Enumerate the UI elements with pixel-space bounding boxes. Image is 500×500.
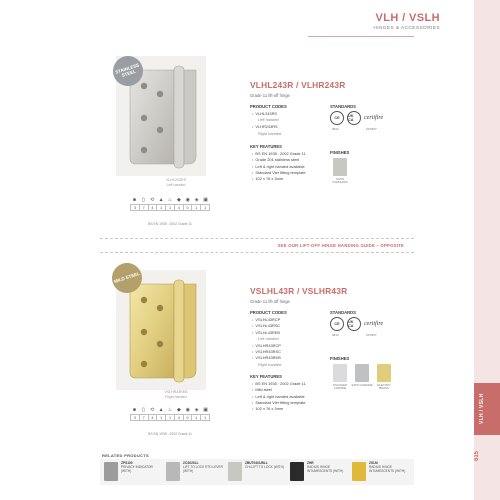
related-product[interactable] [104, 462, 161, 481]
image-caption-handing: Right handed [165, 395, 187, 400]
product-code: VSLHL43RSC [255, 323, 281, 329]
list-item-note: Right handed [258, 361, 282, 367]
page-subtitle: HINGES & ACCESSORIES [373, 26, 440, 31]
ce-mark-icon: CE [330, 111, 344, 125]
related-product[interactable] [228, 462, 285, 481]
product-code-list [252, 111, 281, 138]
list-item: • VSLHR43RCP [252, 342, 281, 348]
spec-value-row [130, 204, 210, 211]
related-product-text [369, 462, 409, 481]
list-item: • VSLHL43RSC [252, 323, 281, 329]
related-product-desc: LIFT TO LOCK RTD LEVER (WITH) [183, 464, 223, 473]
product-subtitle: Grade 11 lift-off hinge [250, 299, 290, 304]
spec-value: 0 [183, 415, 192, 420]
feature-list [252, 151, 306, 182]
spec-table [130, 406, 210, 421]
spec-value: 1 [191, 205, 200, 210]
handing-guide-link[interactable]: SEE OUR LIFT-OFF HINGE HANDING GUIDE – OPPOSITE [277, 243, 404, 248]
product-code: VSLHR43REB [255, 355, 281, 361]
list-item: • Left & right handed available [252, 163, 305, 169]
finish-label: SATIN CHROME [351, 383, 373, 387]
list-item-note: Left handed [258, 335, 279, 341]
ukca-mark-icon: UK CA [347, 111, 361, 125]
spec-value: 1 [200, 205, 209, 210]
codes-heading: PRODUCT CODES [250, 310, 287, 315]
related-product[interactable] [290, 462, 347, 481]
list-item: • 102 x 76 x 3mm [252, 406, 284, 411]
product-code: VLHR243RS [255, 124, 278, 130]
standards-caption: 3813 [332, 127, 339, 131]
lock-icon: ◆ [176, 197, 181, 203]
section-divider [100, 252, 414, 253]
fire-icon: ♨ [167, 407, 173, 413]
related-product[interactable] [352, 462, 409, 481]
finish-swatch [333, 158, 347, 176]
spec-value: 3 [133, 415, 136, 420]
product-code-list [252, 317, 281, 369]
spec-value: 1 [165, 205, 174, 210]
related-product[interactable] [166, 462, 223, 481]
spec-value: 1 [156, 415, 165, 420]
spec-value: 0 [183, 205, 192, 210]
material-badge: MILD STEEL [108, 259, 146, 297]
cycle-icon: ⟲ [150, 407, 155, 413]
spec-value: 1 [156, 205, 165, 210]
door-icon: ▯ [141, 407, 145, 413]
related-product-desc: RADIUS HINGE INTUMESCENTS (WITH) [369, 464, 406, 473]
spec-note: BS EN 1935 : 2002 Grade 11 [148, 222, 192, 226]
codes-heading: PRODUCT CODES [250, 104, 287, 109]
features-heading: KEY FEATURES [250, 144, 282, 149]
spec-value-row [130, 414, 210, 421]
finishes-heading: FINISHES [330, 150, 350, 155]
lock-icon: ◆ [176, 407, 181, 413]
related-product-text [307, 462, 347, 481]
finish-swatch [333, 364, 347, 382]
finish-label: POLISHED CHROME [332, 383, 348, 391]
section-divider [100, 238, 414, 239]
spec-value: 1 [191, 415, 200, 420]
spec-value: 3 [133, 205, 136, 210]
related-product-code: ZPS100 [121, 461, 133, 465]
product-code: VLHL243RS [255, 111, 278, 116]
feature-text: Standard Vier fitting template [255, 169, 306, 175]
standards-marks [330, 111, 383, 125]
product-subtitle: Grade 11 lift-off hinge [250, 93, 290, 98]
corrosion-icon: ◈ [194, 197, 199, 203]
feature-text: Grade 201 stainless steel [255, 157, 300, 163]
list-item: • Left & right handed available [252, 393, 305, 399]
standards-heading: STANDARDS [330, 310, 356, 315]
related-product-code: ZIS-M [369, 461, 378, 465]
feature-text: BS EN 1935 : 2002 Grade 11 [255, 151, 306, 156]
spec-value: 7 [139, 415, 148, 420]
safety-icon: ◉ [185, 197, 190, 203]
weight-icon: ▲ [158, 407, 164, 413]
list-item: • Standard Vier fitting template [252, 169, 306, 175]
security-icon: ▣ [203, 407, 208, 413]
lever-thumbnail [166, 462, 180, 481]
page-number: 615 [474, 451, 480, 462]
related-product-code: ZHR [307, 461, 314, 465]
spec-value: 4 [148, 205, 157, 210]
list-item: • VLHR243RS [252, 124, 278, 130]
list-item-note: Left handed [258, 117, 279, 123]
certifire-logo: certifire [364, 115, 384, 121]
finishes-heading: FINISHES [330, 356, 350, 361]
image-caption [146, 390, 206, 400]
image-caption-code: VLHL243RS [166, 178, 186, 182]
finish-label: SATIN STAINLESS [332, 177, 348, 185]
feature-list [252, 381, 306, 412]
finish-label: ELECTRO BRASS [377, 383, 391, 391]
image-caption-code: VSLHR43REB [164, 390, 188, 394]
spec-value: 4 [174, 205, 183, 210]
related-product-text [245, 462, 285, 481]
spec-value: 4 [148, 415, 157, 420]
list-item: • 102 x 76 x 3mm [252, 176, 284, 181]
list-item: • BS EN 1935 : 2002 Grade 11 [252, 381, 306, 386]
shield-icon: ■ [132, 197, 136, 203]
list-item: • VSLHR43RSC [252, 349, 281, 355]
certifire-logo: certifire [364, 321, 384, 327]
standards-caption: 3813 [332, 333, 339, 337]
product-code: VSLHL43RCP [255, 317, 281, 322]
related-product-desc: PRIVACY INDICATOR (WITH) [121, 464, 153, 473]
list-item: • VLHL243RS [252, 111, 278, 116]
standards-caption: CF5357 [366, 333, 377, 337]
image-caption-handing: Left handed [166, 183, 186, 188]
list-item: • BS EN 1935 : 2002 Grade 11 [252, 151, 306, 156]
section-tab-label: VLH / VSLH [479, 393, 485, 425]
related-product-code: ZCS020LL [183, 461, 199, 465]
safety-icon: ◉ [185, 407, 190, 413]
ce-mark-icon: CE [330, 317, 344, 331]
spec-value: 1 [165, 415, 174, 420]
weight-icon: ▲ [158, 197, 164, 203]
standards-caption: CF5357 [366, 127, 377, 131]
feature-text: Left & right handed available [255, 163, 305, 169]
feature-text: Standard Vier fitting template [255, 399, 306, 405]
intumescent-thumbnail [290, 462, 304, 481]
related-products-heading: RELATED PRODUCTS [102, 453, 149, 458]
door-icon: ▯ [141, 197, 145, 203]
privacy-indicator-thumbnail [104, 462, 118, 481]
feature-text: BS EN 1935 : 2002 Grade 11 [255, 381, 306, 386]
spec-icon-row [130, 406, 210, 414]
spec-table [130, 196, 210, 211]
spec-value: 4 [174, 415, 183, 420]
spec-value: 1 [200, 415, 209, 420]
feature-text: 102 x 76 x 3mm [255, 406, 284, 411]
spec-note: BS EN 1935 : 2002 Grade 11 [148, 432, 192, 436]
standards-heading: STANDARDS [330, 104, 356, 109]
related-product-desc: RADIUS HINGE INTUMESCENTS (WITH) [307, 464, 344, 473]
related-product-text [121, 462, 161, 481]
list-item: • VSLHL43RCP [252, 317, 281, 322]
image-caption [146, 178, 206, 188]
related-product-text [183, 462, 223, 481]
material-badge: STAINLESS STEEL [109, 52, 147, 90]
standards-marks [330, 317, 383, 331]
finish-swatch [355, 364, 369, 382]
spec-icon-row [130, 196, 210, 204]
corrosion-icon: ◈ [194, 407, 199, 413]
lock-thumbnail [228, 462, 242, 481]
product-code: VSLHR43RSC [255, 349, 281, 355]
intumescent-thumbnail [352, 462, 366, 481]
product-code: VSLHL43REB [255, 329, 281, 335]
related-product-desc: CHI-LIFT TO LOCK (WITH) [245, 464, 284, 469]
product-code: VSLHR43RCP [255, 342, 281, 348]
header-divider [308, 36, 414, 37]
feature-text: Left & right handed available [255, 393, 305, 399]
list-item: • VSLHL43REB [252, 329, 281, 335]
product-title: VSLHL43R / VSLHR43R [250, 286, 348, 296]
security-icon: ▣ [203, 197, 208, 203]
list-item: • Grade 201 stainless steel [252, 157, 300, 163]
fire-icon: ♨ [167, 197, 173, 203]
ukca-mark-icon: UK CA [347, 317, 361, 331]
feature-text: 102 x 76 x 3mm [255, 176, 284, 181]
product-title: VLHL243R / VLHR243R [250, 80, 346, 90]
page-title: VLH / VSLH [375, 12, 440, 24]
finish-swatch [377, 364, 391, 382]
list-item: • VSLHR43REB [252, 355, 281, 361]
cycle-icon: ⟲ [150, 197, 155, 203]
spec-value: 7 [139, 205, 148, 210]
features-heading: KEY FEATURES [250, 374, 282, 379]
shield-icon: ■ [132, 407, 136, 413]
list-item-note: Right handed [258, 130, 282, 136]
list-item: • Standard Vier fitting template [252, 399, 306, 405]
feature-text: Mild steel [255, 387, 272, 393]
list-item: • Mild steel [252, 387, 272, 393]
related-product-code: ZBUT0401/BLL [245, 461, 268, 465]
